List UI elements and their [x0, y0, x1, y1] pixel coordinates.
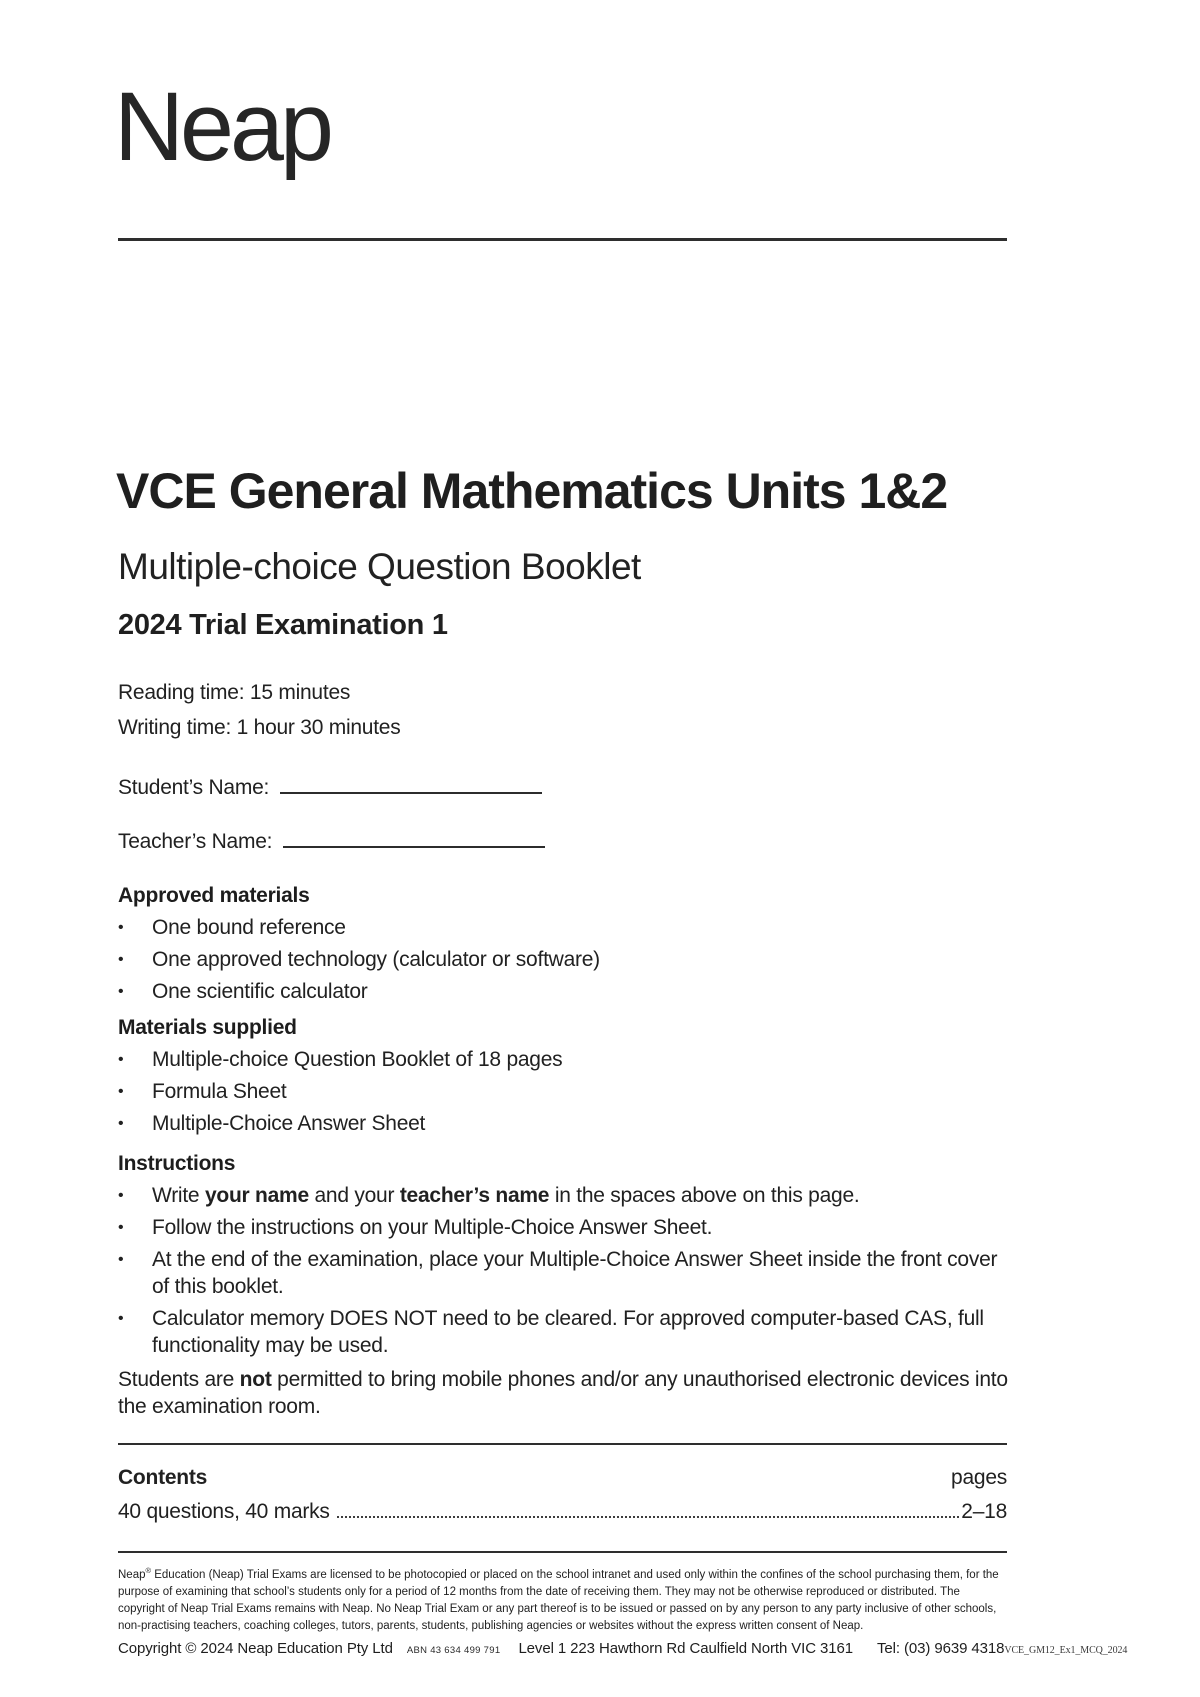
bullet-icon: •: [118, 983, 124, 1000]
student-name-field: [280, 769, 542, 794]
list-item-text: At the end of the examination, place your Multiple-Choice Answer Sheet inside the front cover of this booklet.: [152, 1248, 998, 1298]
approved-materials-list: [118, 914, 1008, 1005]
materials-supplied-heading: Materials supplied: [118, 1016, 297, 1039]
bullet-icon: •: [118, 1310, 124, 1327]
doc-code: VCE_GM12_Ex1_MCQ_2024: [1004, 1645, 1128, 1656]
license-text: [118, 1562, 1008, 1635]
list-item: [118, 1046, 1008, 1073]
bullet-icon: •: [118, 1187, 124, 1204]
contents-heading: Contents: [118, 1466, 207, 1489]
list-item-text: Formula Sheet: [152, 1080, 287, 1103]
list-item: [118, 1246, 1008, 1300]
booklet-subtitle: Multiple-choice Question Booklet: [118, 546, 641, 587]
bullet-icon: •: [118, 1219, 124, 1236]
list-item-text: Follow the instructions on your Multiple-Choice Answer Sheet.: [152, 1216, 713, 1239]
instructions-section: [118, 1150, 1008, 1364]
teacher-name-label: Teacher’s Name:: [118, 830, 273, 853]
list-item-text: Multiple-choice Question Booklet of 18 pages: [152, 1048, 563, 1071]
list-item: [118, 914, 1008, 941]
pages-label: pages: [951, 1466, 1007, 1489]
contents-header: [118, 1464, 1007, 1491]
student-name-row: [118, 769, 542, 801]
bullet-icon: •: [118, 1051, 124, 1068]
copyright-line: [118, 1640, 1128, 1657]
header-divider: [118, 238, 1007, 241]
list-item: [118, 1110, 1008, 1137]
bullet-icon: •: [118, 1083, 124, 1100]
page-title: VCE General Mathematics Units 1&2: [116, 463, 948, 519]
list-item-text: One approved technology (calculator or software): [152, 948, 600, 971]
materials-supplied-section: [118, 1014, 1008, 1142]
bullet-icon: •: [118, 951, 124, 968]
registered-mark-icon: ®: [145, 1566, 152, 1575]
exam-title: 2024 Trial Examination 1: [118, 609, 448, 641]
approved-materials-heading: Approved materials: [118, 884, 310, 907]
list-item-text: Multiple-Choice Answer Sheet: [152, 1112, 426, 1135]
dot-leader: [337, 1516, 960, 1518]
list-item-text: One scientific calculator: [152, 980, 368, 1003]
contents-divider-bottom: [118, 1551, 1007, 1553]
list-item-text: Calculator memory DOES NOT need to be cleared. For approved computer-based CAS, full functionality may be used.: [152, 1307, 984, 1357]
instructions-list: [118, 1182, 1008, 1359]
list-item-text: One bound reference: [152, 916, 346, 939]
contents-entry-label: 40 questions, 40 marks: [118, 1500, 330, 1523]
list-item: [118, 1078, 1008, 1105]
tel-text: Tel: (03) 9639 4318: [877, 1640, 1005, 1657]
bullet-icon: •: [118, 1251, 124, 1268]
teacher-name-field: [283, 823, 545, 848]
no-phones-note: Students are not permitted to bring mobile phones and/or any unauthorised electronic devices into the examination room.: [118, 1368, 1008, 1418]
reading-time: Reading time: 15 minutes: [118, 681, 351, 704]
list-item: [118, 1305, 1008, 1359]
bullet-icon: •: [118, 1115, 124, 1132]
license-body: Education (Neap) Trial Exams are licensed to be photocopied or placed on the school intranet and used only within the confines of the school purchasing them, for the purpose of examining that school’s students only for a period of 12 months from the date of receiving them. They may not be otherwise reproduced or distributed. The copyright of Neap Trial Exams remains with Neap. No Neap Trial Exam or any part thereof is to be issued or passed on by any person to any party inclusive of other schools, non-practising teachers, coaching colleges, tutors, parents, students, publishing agencies or websites without the express written consent of Neap.: [118, 1568, 999, 1632]
list-item: [118, 1182, 1008, 1209]
student-name-label: Student’s Name:: [118, 776, 270, 799]
contents-divider-top: [118, 1443, 1007, 1445]
contents-entry-pages: 2–18: [961, 1500, 1007, 1523]
list-item: [118, 946, 1008, 973]
approved-materials-section: [118, 882, 1008, 1010]
teacher-name-row: [118, 823, 545, 855]
instructions-heading: Instructions: [118, 1152, 236, 1175]
bullet-icon: •: [118, 919, 124, 936]
list-item: [118, 1214, 1008, 1241]
writing-time: Writing time: 1 hour 30 minutes: [118, 716, 401, 739]
contents-entry: [118, 1498, 1007, 1525]
list-item: [118, 978, 1008, 1005]
copyright-text: Copyright © 2024 Neap Education Pty Ltd: [118, 1640, 393, 1657]
license-brand: Neap: [118, 1568, 146, 1581]
abn-text: ABN 43 634 499 791: [406, 1645, 501, 1656]
list-item-text: Write your name and your teacher’s name in the spaces above on this page.: [152, 1184, 860, 1207]
materials-supplied-list: [118, 1046, 1008, 1137]
neap-logo: Neap: [114, 72, 330, 181]
address-text: Level 1 223 Hawthorn Rd Caulfield North VIC 3161: [518, 1640, 853, 1657]
